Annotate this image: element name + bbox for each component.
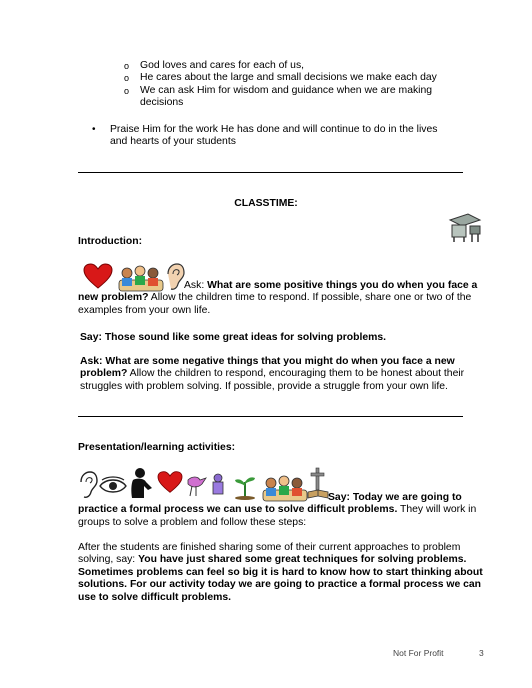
main-bullet: [92, 124, 450, 149]
intro-ask2-paragraph: [80, 356, 490, 393]
after-text: After the students are finished sharing some of their current approaches to problem solving, say:: [78, 542, 461, 566]
divider: [78, 416, 463, 417]
classtime-heading: CLASSTIME:: [234, 198, 298, 209]
sub-bullet-marker: o: [124, 61, 130, 71]
presentation-say: Say: Today we are going to practice a formal process we can use to solve difficult problems.: [78, 492, 462, 516]
divider: [78, 172, 463, 173]
sub-bullet-text: God loves and cares for each of us,: [140, 60, 305, 71]
ask-followup: Allow the children time to respond. If possible, share one or two of the examples from your own life.: [78, 292, 472, 316]
ask2-followup: Allow the children to respond, encouraging them to be honest about their struggles with problem solving. If possible, provide a struggle from your own life.: [80, 368, 465, 392]
sub-bullet-item: [124, 85, 444, 110]
presentation-after-paragraph: [78, 542, 488, 604]
intro-ask-paragraph: [78, 280, 488, 317]
sub-bullet-text: He cares about the large and small decisions we make each day: [140, 72, 437, 84]
footer-label: Not For Profit: [393, 648, 444, 658]
sub-bullet-marker: o: [124, 85, 130, 96]
sub-bullet-item: [124, 72, 444, 84]
main-bullet-text: Praise Him for the work He has done and will continue to do in the lives and hearts of your students: [110, 124, 438, 148]
ask-question: What are some positive things you do when you face a new problem?: [78, 280, 478, 304]
ask2-question: Ask: What are some negative things that you might do when you face a new problem?: [80, 356, 455, 380]
sub-bullet-marker: o: [124, 73, 130, 84]
presentation-say-followup: They will work in groups to solve a problem and follow these steps:: [78, 504, 477, 528]
after-bold: You have just shared some great techniques for solving problems. Sometimes problems can feel so big it is hard to know how to start thinking about solutions. For our activity today we are going to practice a formal process we can use to solve difficult problems.: [78, 554, 483, 603]
sub-bullet-list: [124, 60, 444, 110]
intro-say: Say: Those sound like some great ideas for solving problems.: [80, 332, 387, 343]
sub-bullet-item: [124, 60, 444, 72]
introduction-heading: Introduction:: [78, 236, 143, 247]
sub-bullet-text: We can ask Him for wisdom and guidance when we are making decisions: [140, 84, 433, 109]
presentation-heading: Presentation/learning activities:: [78, 442, 236, 453]
ask-label: Ask:: [184, 280, 205, 291]
heart-icon: [156, 470, 184, 494]
page-number: 3: [479, 648, 484, 658]
bullet-marker: •: [92, 124, 96, 135]
presentation-say-paragraph: [78, 492, 488, 529]
